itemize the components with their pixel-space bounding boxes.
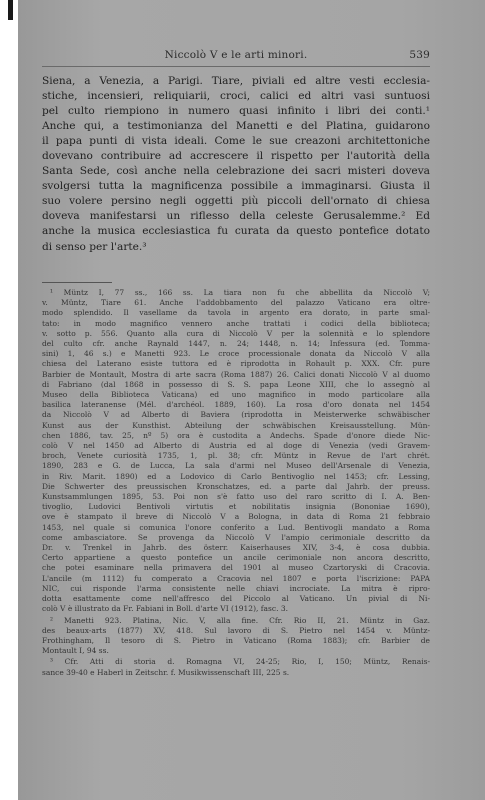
footnote	[42, 288, 430, 615]
page-number: 539	[409, 49, 430, 61]
footnote-line: 1890, 283 e G. de Lucca, La sala d'armi nel Museo dell'Arsenale di Venezia,	[42, 461, 430, 471]
footnote-line: basilica lateranense (Mél. d'archéol. 1889, 160). La rosa d'oro donata nel 1454	[42, 400, 430, 410]
footnote-line: da Niccolò V ad Alberto di Baviera (riprodotta in Meisterwerke schwäbischer	[42, 410, 430, 420]
body-line: di senso per l'arte.³	[42, 240, 147, 253]
footnote-line: Kunstsammlungen 1895, 53. Poi non s'è fatto uso del raro scritto di I. A. Ben-	[42, 492, 430, 502]
footnote-line: Kunst aus der Kunsthist. Abteilung der schwäbischen Kreisausstellung. Mün-	[42, 420, 430, 430]
footnote	[42, 657, 430, 677]
footnote-line: Montault I, 94 ss.	[42, 646, 109, 656]
footnote-line: 1453, nel quale si comunica l'onore conferito a Lud. Bentivogli mandato a Roma	[42, 522, 430, 532]
running-head-title: Niccolò V e le arti minori.	[164, 49, 308, 61]
footnote-line: sance 39-40 e Haberl in Zeitschr. f. Musikwissenschaft III, 225 s.	[42, 667, 290, 677]
body-line: Santa Sede, così anche nella celebrazione dei sacri misteri doveva	[42, 165, 430, 178]
footnote-line: ² Manetti 923. Platina, Nic. V, alla fine. Cfr. Rio II, 21. Müntz in Gaz.	[50, 615, 430, 625]
footnote-line: Certo appartiene a questo pontefice un ancile cerimoniale non ancora descritto,	[42, 553, 430, 563]
body-line: il papa punti di vista ideali. Come le sue creazoni architettoniche	[42, 135, 430, 148]
footnote-line: che potei esaminare nella primavera del 1901 al museo Czartoryski di Cracovia.	[42, 563, 430, 573]
body-text	[42, 74, 430, 255]
footnotes	[42, 288, 430, 679]
footnote-line: v. Müntz, Tiare 61. Anche l'addobbamento del palazzo Vaticano era oltre-	[42, 298, 430, 308]
footnote-line: Museo della Biblioteca Vaticana) ed uno magnifico in modo particolare alla	[42, 390, 430, 400]
scan-edge	[0, 0, 18, 800]
footnote-line: tivoglio, Ludovici Bentivoli virtutis et nobilitatis insignia (Bononiae 1690),	[42, 502, 430, 512]
footnote-line: chiesa del Laterano esiste tuttora ed è riprodotta in Rohault p. XXX. Cfr. pure	[42, 359, 430, 369]
footnote-line: broch, Venete curiosità 1735, 1, pl. 38; cfr. Müntz in Revue de l'art chrét.	[42, 451, 430, 461]
body-line: stiche, incensieri, reliquiarii, croci, calici ed altri vasi suntuosi	[42, 90, 430, 103]
footnote-line: ¹ Müntz I, 77 ss., 166 ss. La tiara non fu che abbellita da Niccolò V;	[50, 288, 430, 297]
footnote-line: Frothingham, Il tesoro di S. Pietro in Vaticano (Roma 1883); cfr. Barbier de	[42, 635, 430, 645]
footnote-line: v. sotto p. 556. Quanto alla cura di Niccolò V per la solennità e lo splendore	[42, 328, 430, 338]
footnote-line: colò V è illustrato da Fr. Fabiani in Boll. d'arte VI (1912), fasc. 3.	[42, 604, 288, 614]
footnote-line: Die Schwerter des preussischen Kronschatzes, ed. a parte dal Jahrb. der preuss.	[42, 481, 430, 491]
footnote-line: modo splendido. Il vasellame da tavola in argento era dorato, in parte smal-	[42, 308, 430, 318]
footnote-line: ³ Cfr. Atti di storia d. Romagna VI, 24-25; Rio, I, 150; Müntz, Renais-	[50, 657, 430, 667]
body-line: dovevano contribuire ad accrescere il rispetto per l'autorità della	[42, 150, 430, 163]
footnote-line: ove è stampato il breve di Niccolò V a Bologna, in data di Roma 21 febbraio	[42, 512, 430, 522]
footnote-line: come ambasciatore. Se provenga da Niccolò V l'ampio cerimoniale descritto da	[42, 532, 430, 542]
footnote-line: colò V nel 1450 ad Alberto di Austria ed al doge di Venezia (vedi Gravem-	[42, 441, 430, 451]
body-line: suo volere persino negli oggetti più piccoli dell'ornato di chiesa	[42, 195, 430, 208]
footnote-line: del culto cfr. anche Raynald 1447, n. 24; 1448, n. 14; Infessura (ed. Tomma-	[42, 339, 430, 349]
body-line: Anche qui, a testimonianza del Manetti e del Platina, guidarono	[42, 120, 430, 133]
footnote-line: Barbier de Montault, Mostra di arte sacra (Roma 1887) 26. Calici donati Niccolò V al duomo	[42, 369, 430, 379]
footnote-line: di Fabriano (dal 1868 in possesso di S. S. papa Leone XIII, che lo assegnò al	[42, 379, 430, 389]
footnote-line: in Riv. Marit. 1890) ed a Lodovico di Carlo Bentivoglio nel 1453; cfr. Lessing,	[42, 471, 430, 481]
footnote-line: NIC, cui risponde l'arma consistente nelle chiavi incrociate. La mitra è ripro-	[42, 583, 430, 593]
footnote-line: dotta esattamente come nell'affresco del Piccolo al Vaticano. Un pivial di Ni-	[42, 594, 430, 604]
body-line: svolgersi tutta la magnificenza possibile a immaginarsi. Giusta il	[42, 180, 430, 193]
footnote-rule	[42, 282, 112, 283]
body-line: doveva manifestarsi un riflesso della celeste Gerusalemme.² Ed	[42, 210, 430, 223]
body-line: anche la musica ecclesiastica fu curata da questo pontefice dotato	[42, 225, 430, 238]
header-rule	[42, 66, 430, 67]
footnote-line: tato: in modo magnifico vennero anche trattati i codici della biblioteca;	[42, 318, 430, 328]
body-line: pel culto riempiono in numero quasi infinito i libri dei conti.¹	[42, 105, 430, 118]
scan-mark	[8, 0, 13, 20]
footnote-line: sini) 1, 46 s.) e Manetti 923. Le croce processionale donata da Niccolò V alla	[42, 349, 430, 359]
footnote-line: chen 1886, tav. 25, nº 5) ora è custodita a Andechs. Spade d'onore diede Nic-	[42, 430, 430, 440]
footnote-line: L'ancile (m 1112) fu comperato a Cracovia nel 1807 e porta l'iscrizione: PAPA	[42, 573, 430, 583]
body-line: Siena, a Venezia, a Parigi. Tiare, piviali ed altre vesti ecclesia-	[42, 75, 430, 87]
footnote-line: des beaux-arts (1877) XV, 418. Sul lavoro di S. Pietro nel 1454 v. Müntz-	[42, 625, 430, 635]
footnote	[42, 616, 430, 657]
footnote-line: Dr. v. Trenkel in Jahrb. des österr. Kaiserhauses XIV, 3-4, è cosa dubbia.	[42, 543, 430, 553]
